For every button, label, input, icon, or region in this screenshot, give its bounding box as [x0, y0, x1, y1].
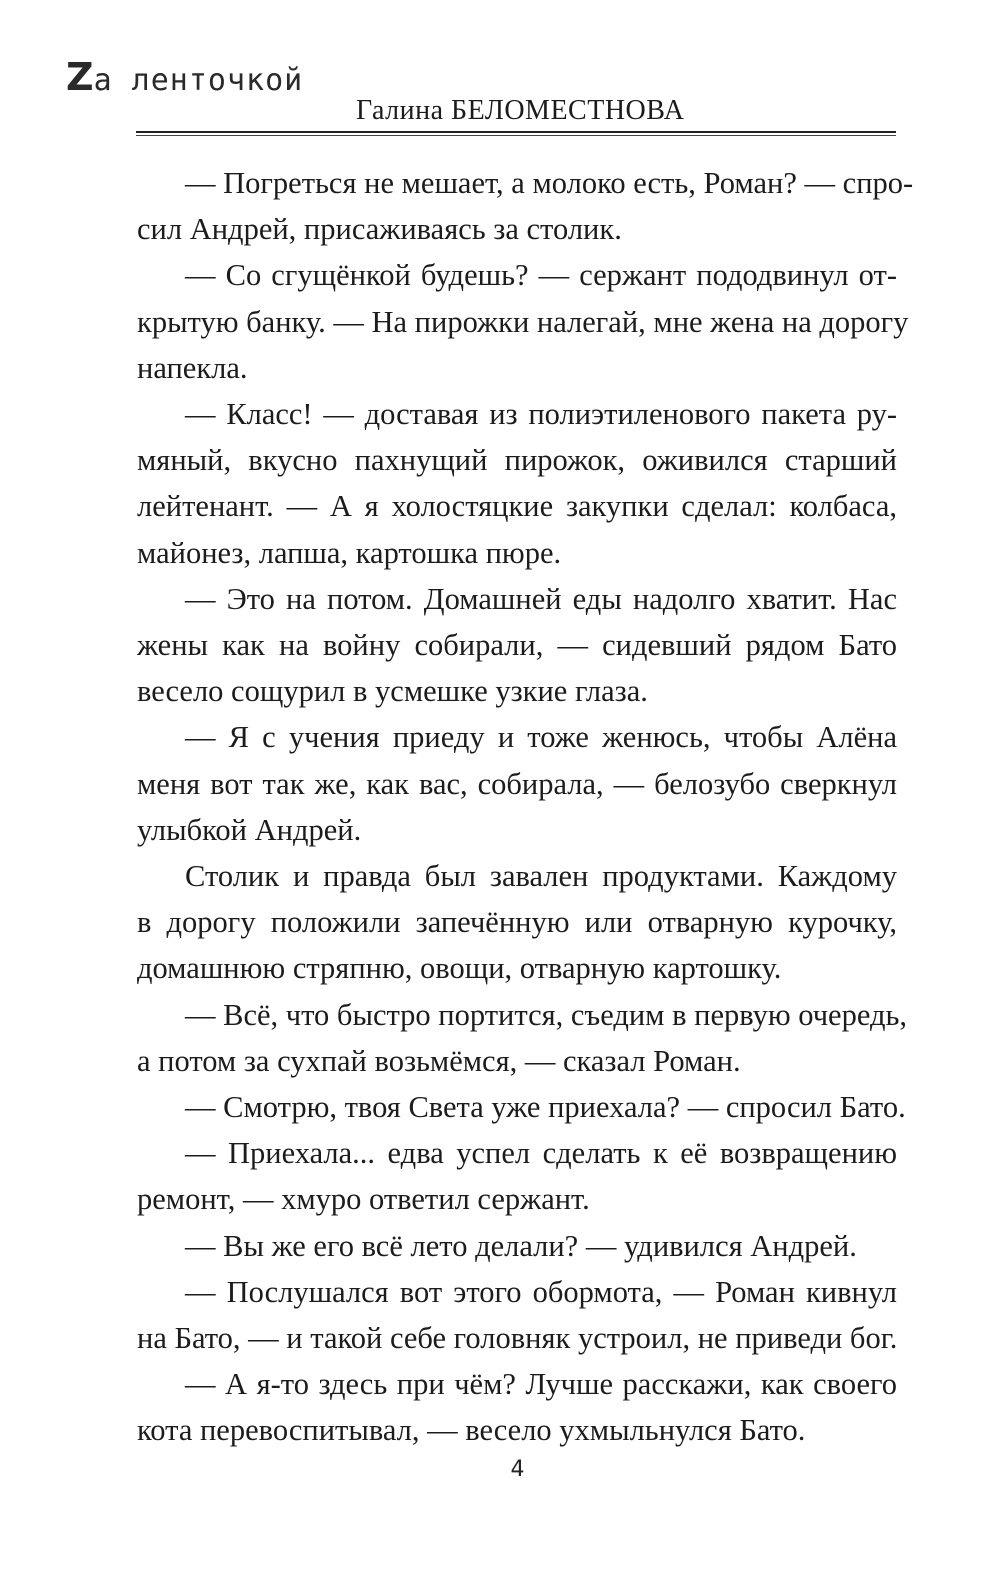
header-rule: [136, 131, 896, 133]
text-line: Столик и правда был завален продуктами. Каждому: [185, 859, 897, 894]
text-line: весело сощурил в усмешке узкие глаза.: [137, 674, 648, 709]
text-line: — Класс! — доставая из полиэтиленового пакета ру-: [185, 397, 897, 432]
text-line: сил Андрей, присаживаясь за столик.: [137, 212, 622, 247]
text-line: — Вы же его всё лето делали? — удивился Андрей.: [185, 1228, 857, 1263]
page-number: 4: [510, 1457, 525, 1482]
text-line: напекла.: [137, 350, 248, 385]
text-line: мяный, вкусно пахнущий пирожок, оживился старший: [137, 443, 897, 478]
text-line: — Это на потом. Домашней еды надолго хватит. Нас: [185, 581, 897, 616]
text-line: — Послушался вот этого обормота, — Роман кивнул: [185, 1274, 897, 1309]
text-line: ремонт, — хмуро ответил сержант.: [137, 1182, 590, 1217]
text-line: — Я с учения приеду и тоже женюсь, чтобы Алёна: [185, 720, 897, 755]
text-line: крытую банку. — На пирожки налегай, мне жена на дорогу: [137, 304, 909, 339]
text-line: майонез, лапша, картошка пюре.: [137, 535, 562, 570]
text-line: — Со сгущёнкой будешь? — сержант пододвинул от-: [185, 258, 897, 293]
text-line: — Приехала... едва успел сделать к её возвращению: [185, 1136, 897, 1171]
author-name: Галина БЕЛОМЕСТНОВА: [356, 95, 685, 126]
text-line: а потом за сухпай возьмёмся, — сказал Роман.: [137, 1043, 741, 1078]
text-line: — Смотрю, твоя Света уже приехала? — спросил Бато.: [185, 1090, 906, 1125]
text-line: домашнюю стряпню, овощи, отварную картошку.: [137, 951, 782, 986]
text-line: на Бато, — и такой себе головняк устроил, не приведи бог.: [137, 1321, 898, 1356]
text-line: — Погреться не мешает, а молоко есть, Роман? — спро-: [185, 166, 914, 200]
text-line: улыбкой Андрей.: [137, 812, 362, 847]
body-text: [137, 160, 914, 1454]
header-rule-thin: [136, 135, 896, 136]
text-line: кота перевоспитывал, — весело ухмыльнулся Бато.: [137, 1413, 806, 1448]
text-line: в дорогу положили запечённую или отварную курочку,: [137, 905, 897, 940]
running-head-author: [356, 95, 684, 127]
running-head-series-title: [66, 55, 303, 99]
text-line: меня вот так же, как вас, собирала, — белозубо сверкнул: [137, 766, 897, 801]
text-line: лейтенант. — А я холостяцкие закупки сделал: колбаса,: [137, 489, 897, 524]
text-line: — А я-то здесь при чём? Лучше расскажи, как своего: [185, 1367, 897, 1402]
text-line: — Всё, что быстро портится, съедим в первую очередь,: [185, 997, 908, 1032]
text-line: жены как на войну собирали, — сидевший рядом Бато: [137, 628, 897, 663]
series-title-initial: Z: [66, 55, 94, 99]
series-title-rest: а ленточкой: [93, 63, 304, 98]
